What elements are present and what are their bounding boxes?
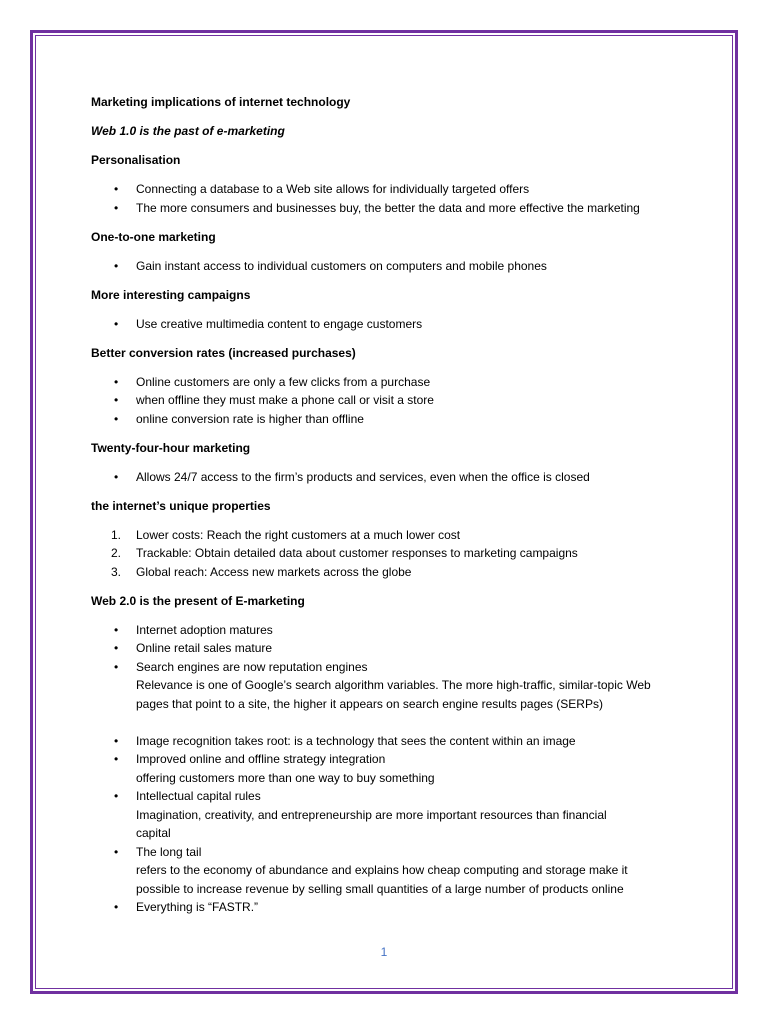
bullet-list [91,373,691,429]
list-item: • Internet adoption matures [91,621,691,640]
list-item-detail: Relevance is one of Google’s search algorithm variables. The more high-traffic, similar-topic Web [136,678,651,692]
list-item [91,787,691,843]
list-item: • when offline they must make a phone call or visit a store [91,391,691,410]
list-item-text: • Intellectual capital rules [136,789,261,803]
list-item: • online conversion rate is higher than offline [91,410,691,429]
list-item [91,526,691,545]
list-item-text: • Improved online and offline strategy integration [136,752,386,766]
list-item [91,750,691,787]
list-number: 3. [111,564,122,579]
list-item-text: Global reach: Access new markets across the globe [136,564,412,579]
web1-heading: Web 1.0 is the past of e-marketing [91,124,285,138]
document-body [91,93,691,917]
list-item-text: Trackable: Obtain detailed data about customer responses to marketing campaigns [136,546,578,560]
list-item-detail: pages that point to a site, the higher it appears on search engine results pages (SERPs) [136,696,603,711]
section-heading: Personalisation [91,153,181,167]
section-heading: One-to-one marketing [91,229,216,244]
numbered-list [91,526,691,582]
list-number: 1. [111,527,122,542]
list-item [91,563,691,582]
list-item-detail: Imagination, creativity, and entrepreneurship are more important resources than financial [136,807,607,822]
bullet-list [91,468,691,487]
list-item: • Online customers are only a few clicks from a purchase [91,373,691,392]
list-item-detail: refers to the economy of abundance and explains how cheap computing and storage make it [136,863,628,877]
list-item [91,658,691,714]
list-item: • Image recognition takes root: is a technology that sees the content within an image [91,732,691,751]
list-item-text: • Search engines are now reputation engines [136,659,368,674]
list-item: • Allows 24/7 access to the firm’s products and services, even when the office is closed [91,468,691,487]
list-item-detail: capital [136,826,171,840]
section-heading: the internet’s unique properties [91,498,271,513]
bullet-list [91,732,691,917]
list-number: 2. [111,546,122,560]
list-item: • Use creative multimedia content to engage customers [91,315,691,334]
list-item: • Everything is “FASTR.” [91,898,691,917]
list-item-text: • The long tail [136,844,202,859]
list-item [91,544,691,563]
bullet-list [91,180,691,217]
bullet-list [91,315,691,334]
list-item-detail: offering customers more than one way to buy something [136,770,435,785]
list-item: • The more consumers and businesses buy, the better the data and more effective the marketing [91,199,691,218]
section-heading: More interesting campaigns [91,287,251,302]
section-heading: Better conversion rates (increased purchases) [91,345,356,360]
list-item-detail: possible to increase revenue by selling small quantities of a large number of products online [136,881,624,896]
document-title: Marketing implications of internet technology [91,95,351,109]
list-item: • Connecting a database to a Web site allows for individually targeted offers [91,180,691,199]
list-item-text: Lower costs: Reach the right customers at a much lower cost [136,527,461,542]
bullet-list [91,621,691,714]
blank-line [91,713,691,732]
web2-heading: Web 2.0 is the present of E-marketing [91,593,305,608]
list-item [91,843,691,899]
list-item: • Gain instant access to individual customers on computers and mobile phones [91,257,691,276]
bullet-list [91,257,691,276]
list-item: • Online retail sales mature [91,639,691,658]
page-number: 1 [380,945,388,959]
section-heading: Twenty-four-hour marketing [91,440,251,455]
